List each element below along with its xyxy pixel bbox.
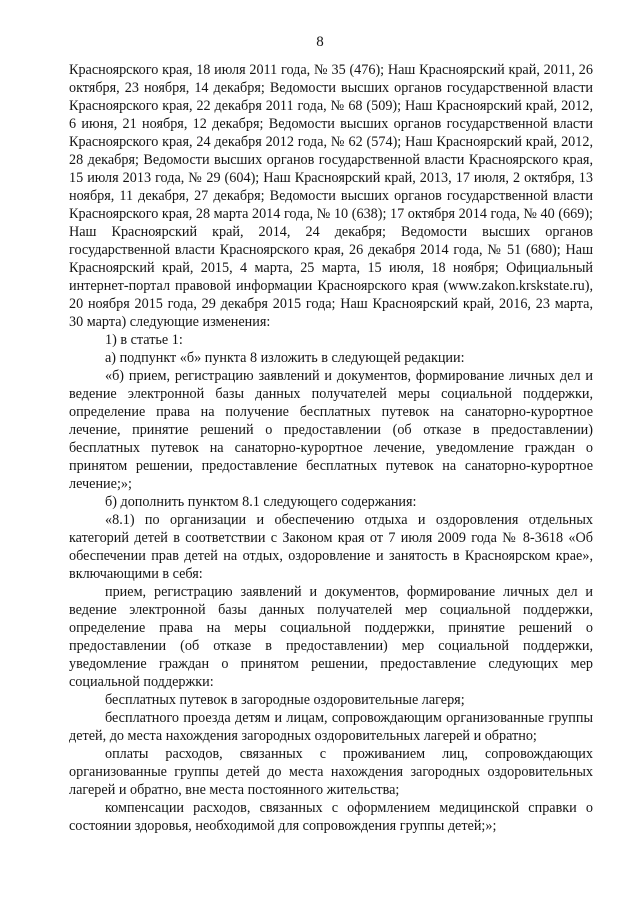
paragraph-11: компенсации расходов, связанных с оформлением медицинской справки о состоянии здоровья, необходимой для сопровождения группы детей;»; (69, 800, 593, 834)
paragraph-6: «8.1) по организации и обеспечению отдыха и оздоровления отдельных категорий детей в соответствии с Законом края от 7 июля 2009 года № 8-3618 «Об обеспечении прав детей на отдых, оздоровление и занятость в Красноярском крае», включающими в себя: (69, 512, 593, 582)
page-number: 8 (316, 34, 324, 50)
document-body (69, 61, 593, 835)
paragraph-3: а) подпункт «б» пункта 8 изложить в следующей редакции: (105, 350, 465, 366)
paragraph-8: бесплатных путевок в загородные оздоровительные лагеря; (105, 692, 465, 708)
paragraph-5: б) дополнить пунктом 8.1 следующего содержания: (105, 494, 417, 510)
paragraph-7: прием, регистрацию заявлений и документов, формирование личных дел и ведение электронной базы данных получателей мер социальной поддержки, определение права на меры социальной поддержки, принятие решений о предоставлении (об отказе в предоставлении) мер социальной поддержки, уведомление граждан о принятом решении, предоставление следующих мер социальной поддержки: (69, 584, 593, 690)
paragraph-10: оплаты расходов, связанных с проживанием лиц, сопровождающих организованные группы детей до места нахождения загородных оздоровительных лагерей и обратно, вне места постоянного жительства; (69, 746, 593, 798)
paragraph-9: бесплатного проезда детям и лицам, сопровождающим организованные группы детей, до места нахождения загородных оздоровительных лагерей и обратно; (69, 710, 593, 744)
paragraph-1: Красноярского края, 18 июля 2011 года, № 35 (476); Наш Красноярский край, 2011, 26 октября, 23 ноября, 14 декабря; Ведомости высших органов государственной власти Красноярского края, 22 декабря 2011 года, № 68 (509); Наш Красноярский край, 2012, 6 июня, 21 ноября, 12 декабря; Ведомости высших органов государственной власти Красноярского края, 24 декабря 2012 года, № 62 (574); Наш Красноярский край, 2012, 28 декабря; Ведомости высших органов государственной власти Красноярского края, 15 июля 2013 года, № 29 (604); Наш Красноярский край, 2013, 17 июля, 2 октября, 13 ноября, 11 декабря, 27 декабря; Ведомости высших органов государственной власти Красноярского края, 28 марта 2014 года, № 10 (638); 17 октября 2014 года, № 40 (669); Наш Красноярский край, 2014, 24 декабря; Ведомости высших органов государственной власти Красноярского края, 26 декабря 2014 года, № 51 (680); Наш Красноярский край, 2015, 4 марта, 25 марта, 15 июля, 18 ноября; Официальный интернет-портал правовой информации Красноярского края (www.zakon.krskstate.ru), 20 ноября 2015 года, 29 декабря 2015 года; Наш Красноярский край, 2016, 23 марта, 30 марта) следующие изменения: (69, 62, 593, 330)
paragraph-4: «б) прием, регистрацию заявлений и документов, формирование личных дел и ведение электронной базы данных получателей меры социальной поддержки, определение права на получение бесплатных путевок на санаторно-курортное лечение, принятие решений о предоставлении (об отказе в предоставлении) бесплатных путевок на санаторно-курортное лечение, уведомление граждан о принятом решении, предоставление бесплатных путевок на санаторно-курортное лечение;»; (69, 368, 593, 492)
paragraph-2: 1) в статье 1: (105, 332, 183, 348)
